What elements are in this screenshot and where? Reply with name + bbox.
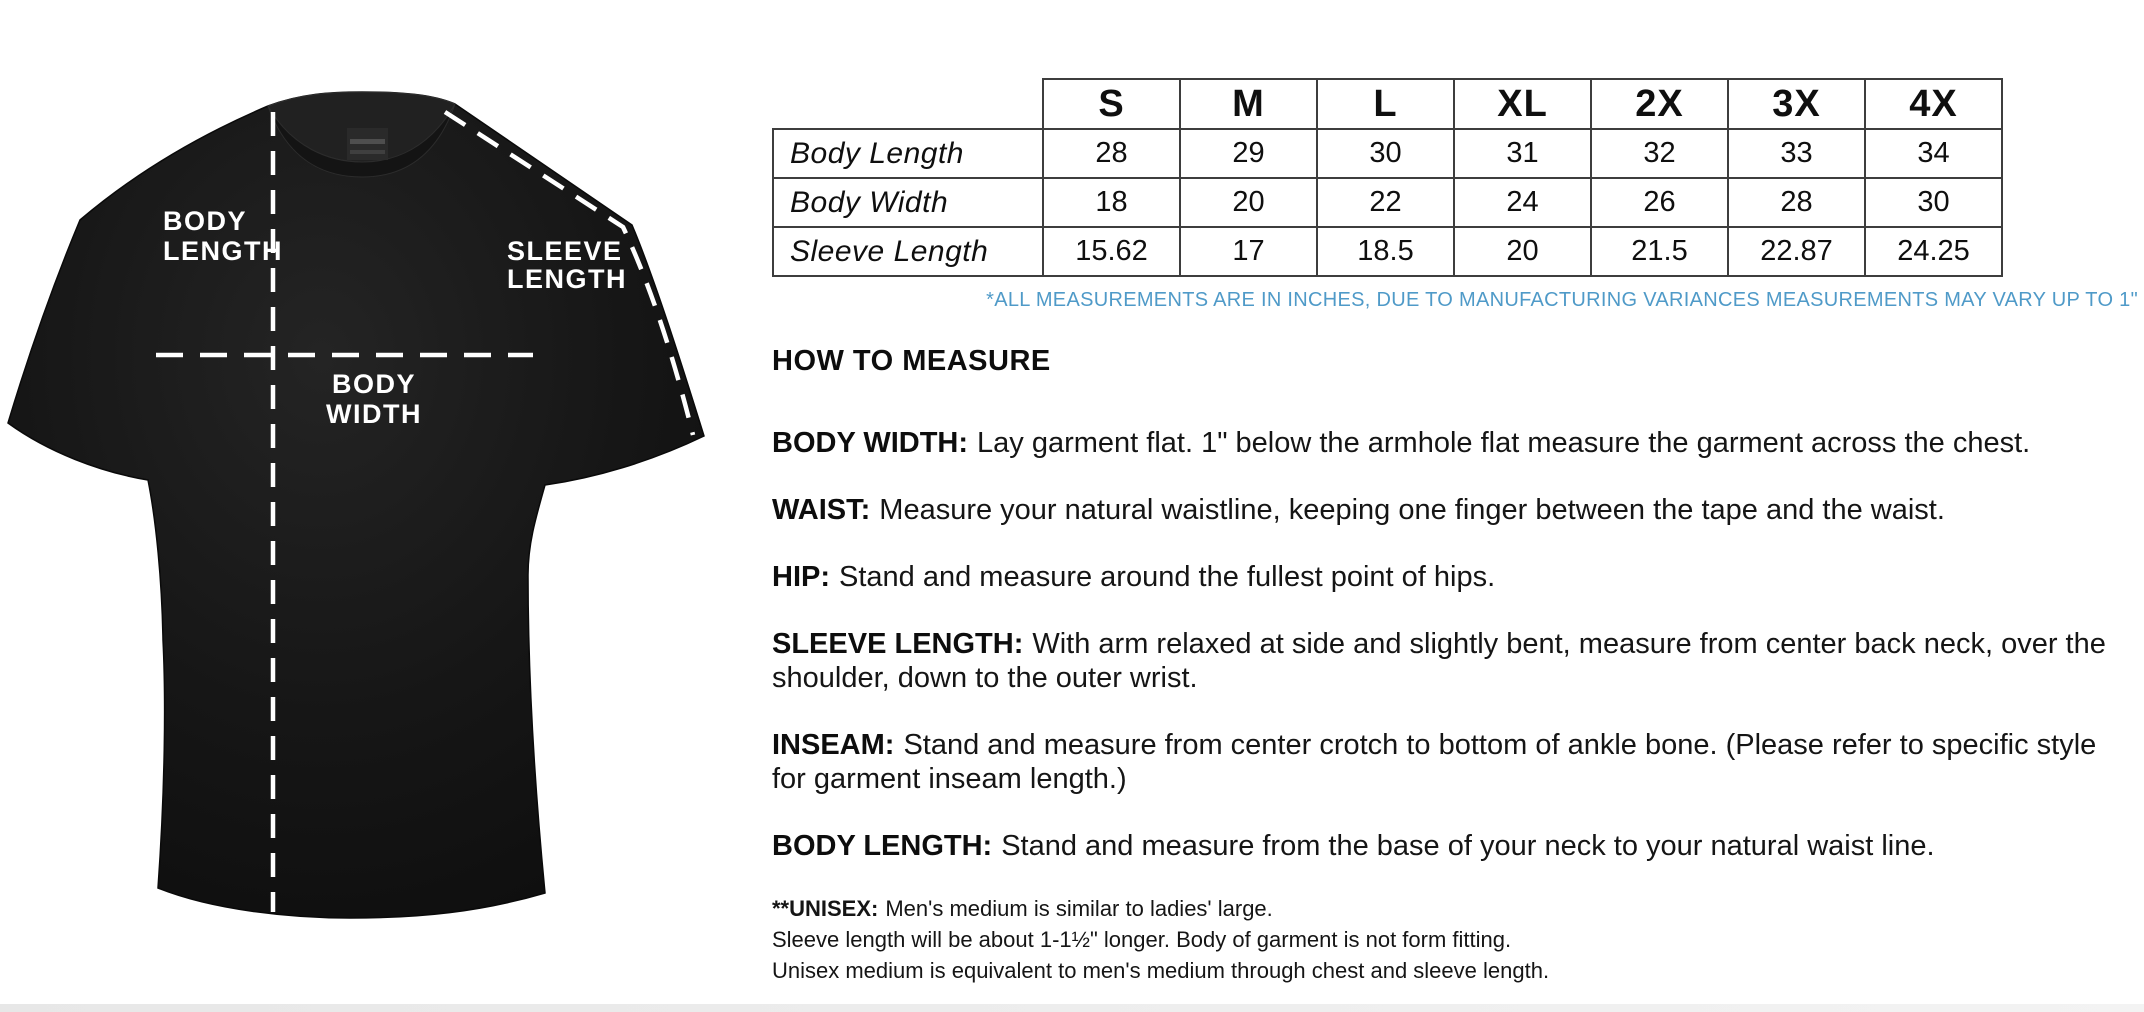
row-label: Body Width: [773, 178, 1043, 227]
table-cell: 30: [1317, 129, 1454, 178]
table-cell: 15.62: [1043, 227, 1180, 276]
measure-item-inseam: [772, 728, 2138, 796]
measure-term: BODY LENGTH:: [772, 830, 993, 862]
table-cell: 34: [1865, 129, 2002, 178]
tshirt-illustration: [0, 0, 740, 1012]
measure-desc: Measure your natural waistline, keeping one finger between the tape and the waist.: [879, 494, 1945, 526]
measure-desc: Stand and measure from center crotch to bottom of ankle bone. (Please refer to specific style for garment inseam length.): [772, 729, 2097, 795]
size-column-header-2x: 2X: [1591, 79, 1728, 129]
neck-tag: [347, 128, 388, 160]
measure-term: SLEEVE LENGTH:: [772, 628, 1024, 660]
body-width-label-line1: BODY: [331, 369, 417, 399]
size-column-header-l: L: [1317, 79, 1454, 129]
table-cell: 28: [1728, 178, 1865, 227]
table-cell: 20: [1454, 227, 1591, 276]
table-cell: 21.5: [1591, 227, 1728, 276]
sleeve-length-label-line2: LENGTH: [507, 264, 627, 294]
table-cell: 24.25: [1865, 227, 2002, 276]
body-width-label-line2: WIDTH: [326, 399, 422, 429]
measure-item-body-width: [772, 426, 2138, 460]
unisex-note: [772, 893, 2138, 986]
measure-term: BODY WIDTH:: [772, 427, 969, 459]
measure-item-sleeve-length: [772, 627, 2138, 695]
table-row-body-length: [773, 129, 2002, 178]
measure-term: INSEAM:: [772, 729, 895, 761]
table-cell: 18.5: [1317, 227, 1454, 276]
table-row-body-width: [773, 178, 2002, 227]
size-column-header-4x: 4X: [1865, 79, 2002, 129]
measurement-disclaimer: *ALL MEASUREMENTS ARE IN INCHES, DUE TO MANUFACTURING VARIANCES MEASUREMENTS MAY VARY UP TO 1": [986, 289, 2138, 311]
measure-desc: With arm relaxed at side and slightly bent, measure from center back neck, over the shoulder, down to the outer wrist.: [772, 628, 2106, 694]
size-info-column: [772, 0, 2138, 986]
table-cell: 30: [1865, 178, 2002, 227]
measure-desc: Stand and measure around the fullest point of hips.: [839, 561, 1496, 593]
table-cell: 28: [1043, 129, 1180, 178]
table-cell: 32: [1591, 129, 1728, 178]
table-cell: 17: [1180, 227, 1317, 276]
measure-desc: Lay garment flat. 1" below the armhole flat measure the garment across the chest.: [977, 427, 2031, 459]
table-cell: 33: [1728, 129, 1865, 178]
unisex-text: Men's medium is similar to ladies' large.: [885, 896, 1273, 921]
table-cell: 22.87: [1728, 227, 1865, 276]
unisex-line-2: Sleeve length will be about 1-1½" longer. Body of garment is not form fitting.: [772, 927, 1512, 952]
body-length-label-line1: BODY: [163, 206, 248, 236]
measure-term: HIP:: [772, 561, 830, 593]
size-column-header-xl: XL: [1454, 79, 1591, 129]
table-cell: 24: [1454, 178, 1591, 227]
body-length-label-line2: LENGTH: [163, 236, 283, 266]
measure-item-waist: [772, 493, 2138, 527]
size-column-header-s: S: [1043, 79, 1180, 129]
size-column-header-m: M: [1180, 79, 1317, 129]
measure-item-body-length: [772, 829, 2138, 863]
table-corner-cell: [773, 79, 1043, 129]
tshirt-body-shape: [8, 92, 704, 918]
bottom-strip: [0, 1004, 2144, 1012]
how-to-measure-heading: HOW TO MEASURE: [772, 345, 1051, 377]
tshirt-diagram: [0, 0, 740, 1012]
measure-desc: Stand and measure from the base of your neck to your natural waist line.: [1001, 830, 1935, 862]
size-table: [772, 78, 2003, 277]
table-cell: 31: [1454, 129, 1591, 178]
measure-item-hip: [772, 560, 2138, 594]
measure-term: WAIST:: [772, 494, 871, 526]
unisex-line-3: Unisex medium is equivalent to men's medium through chest and sleeve length.: [772, 958, 1550, 983]
table-cell: 22: [1317, 178, 1454, 227]
row-label: Sleeve Length: [773, 227, 1043, 276]
table-cell: 29: [1180, 129, 1317, 178]
row-label: Body Length: [773, 129, 1043, 178]
unisex-term: **UNISEX:: [772, 896, 879, 921]
size-column-header-3x: 3X: [1728, 79, 1865, 129]
table-cell: 18: [1043, 178, 1180, 227]
sleeve-length-label-line1: SLEEVE: [507, 236, 623, 266]
table-row-sleeve-length: [773, 227, 2002, 276]
table-cell: 26: [1591, 178, 1728, 227]
size-table-header-row: [773, 79, 2002, 129]
unisex-line-1: [772, 893, 2138, 924]
table-cell: 20: [1180, 178, 1317, 227]
